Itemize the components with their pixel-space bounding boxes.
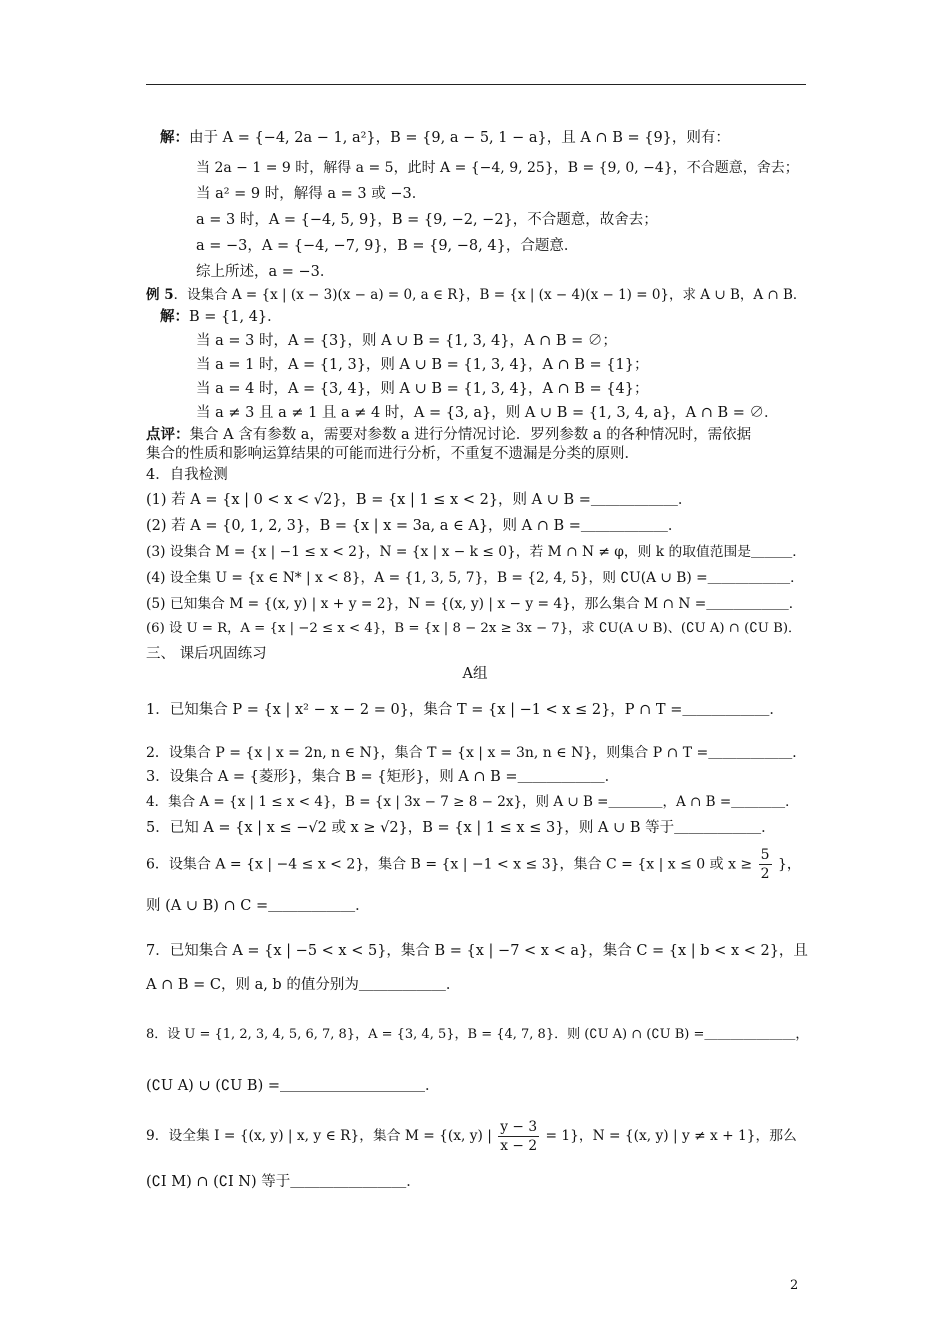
text-line: (1) 若 A = {x | 0 < x < √2}，B = {x | 1 ≤ x < 2}，则 A ∪ B =＿＿＿＿＿＿． bbox=[146, 492, 693, 508]
text-line: 综上所述，a = −3． bbox=[196, 264, 335, 280]
q6-text: 6．设集合 A = {x | −4 ≤ x < 2}，集合 B = {x | −1 < x ≤ 3}，集合 C = {x | x ≤ 0 或 x ≥ bbox=[146, 856, 753, 873]
text-line: (2) 若 A = {0, 1, 2, 3}，B = {x | x = 3a, a ∈ A}，则 A ∩ B =＿＿＿＿＿＿． bbox=[146, 518, 683, 534]
text-line: 当 a = 4 时，A = {3, 4}，则 A ∪ B = {1, 3, 4}，A ∩ B = {4}； bbox=[196, 381, 649, 397]
keyword: 点评： bbox=[146, 426, 190, 443]
q9-text-end: = 1}，N = {(x, y) | y ≠ x + 1}，那么 bbox=[545, 1128, 797, 1144]
text-line: (5) 已知集合 M = {(x, y) | x + y = 2}，N = {(x, y) | x − y = 4}，那么集合 M ∩ N =＿＿＿＿＿＿． bbox=[146, 596, 803, 612]
text-line: 8．设 U = {1, 2, 3, 4, 5, 6, 7, 8}，A = {3, 4, 5}，B = {4, 7, 8}．则 (∁U A) ∩ (∁U B) =＿＿＿＿＿＿＿， bbox=[146, 1027, 809, 1042]
question-9 bbox=[146, 1118, 797, 1155]
keyword: 解： bbox=[160, 308, 189, 325]
keyword: 例 5 bbox=[146, 287, 174, 303]
text-line: 2．设集合 P = {x | x = 2n, n ∈ N}，集合 T = {x | x = 3n, n ∈ N}，则集合 P ∩ T =＿＿＿＿＿＿． bbox=[146, 745, 807, 761]
text-line: (6) 设 U = R，A = {x | −2 ≤ x < 4}，B = {x | 8 − 2x ≥ 3x − 7}，求 ∁U(A ∪ B)、(∁U A) ∩ (∁U B)． bbox=[146, 621, 802, 636]
q9-fraction bbox=[498, 1118, 539, 1155]
text-line: 1．已知集合 P = {x | x² − x − 2 = 0}，集合 T = {x | −1 < x ≤ 2}，P ∩ T =＿＿＿＿＿＿． bbox=[146, 702, 784, 718]
text-line: 集合的性质和影响运算结果的可能而进行分析，不重复不遗漏是分类的原则． bbox=[146, 446, 639, 462]
q9-numerator: y − 3 bbox=[500, 1119, 538, 1135]
text-line: 4．自我检测 bbox=[146, 467, 228, 483]
q6-text-end: }， bbox=[777, 856, 801, 873]
text-line: 5．已知 A = {x | x ≤ −√2 或 x ≥ √2}，B = {x | 1 ≤ x ≤ 3}，则 A ∪ B 等于＿＿＿＿＿＿． bbox=[146, 820, 776, 836]
text-line: 当 a² = 9 时，解得 a = 3 或 −3． bbox=[196, 186, 427, 202]
q9-denominator: x − 2 bbox=[500, 1138, 538, 1154]
q6-denominator: 2 bbox=[760, 866, 770, 882]
text-line: 解：B = {1, 4}． bbox=[160, 308, 282, 325]
q6-fraction bbox=[759, 846, 772, 883]
text-line: (4) 设全集 U = {x ∈ N* | x < 8}，A = {1, 3, 5, 7}，B = {2, 4, 5}，则 ∁U(A ∪ B) =＿＿＿＿＿＿． bbox=[146, 570, 804, 586]
keyword: 解： bbox=[160, 129, 189, 146]
text-line: 当 2a − 1 = 9 时，解得 a = 5，此时 A = {−4, 9, 25}，B = {9, 0, −4}，不合题意，舍去； bbox=[196, 160, 799, 176]
q6-numerator: 5 bbox=[760, 847, 770, 863]
text-line: 当 a = 3 时，A = {3}，则 A ∪ B = {1, 3, 4}，A ∩ B = ∅； bbox=[196, 333, 617, 349]
text-line: 解：由于 A = {−4, 2a − 1, a²}，B = {9, a − 5, 1 − a}，且 A ∩ B = {9}，则有： bbox=[160, 129, 730, 146]
text-line: (∁I M) ∩ (∁I N) 等于＿＿＿＿＿＿＿＿． bbox=[146, 1174, 421, 1190]
text-line: 则 (A ∪ B) ∩ C =＿＿＿＿＿＿． bbox=[146, 898, 370, 914]
q9-text: 9．设全集 I = {(x, y) | x, y ∈ R}，集合 M = {(x, y) | bbox=[146, 1128, 492, 1144]
text-line: (∁U A) ∪ (∁U B) =＿＿＿＿＿＿＿＿＿＿． bbox=[146, 1078, 440, 1094]
text-line: 3．设集合 A = {菱形}，集合 B = {矩形}，则 A ∩ B =＿＿＿＿＿＿． bbox=[146, 769, 620, 785]
group-title: A组 bbox=[462, 666, 488, 682]
question-6 bbox=[146, 846, 801, 883]
text-line: 点评：集合 A 含有参数 a，需要对参数 a 进行分情况讨论．罗列参数 a 的各种情况时，需依据 bbox=[146, 426, 752, 443]
page-number: 2 bbox=[790, 1278, 799, 1293]
text-line: 三、 课后巩固练习 bbox=[146, 646, 267, 662]
text-line: 7．已知集合 A = {x | −5 < x < 5}，集合 B = {x | −7 < x < a}，集合 C = {x | b < x < 2}，且 bbox=[146, 943, 808, 959]
text-line: 4．集合 A = {x | 1 ≤ x < 4}，B = {x | 3x − 7 ≥ 8 − 2x}，则 A ∪ B =＿＿＿＿，A ∩ B =＿＿＿＿． bbox=[146, 794, 799, 810]
text-line: (3) 设集合 M = {x | −1 ≤ x < 2}，N = {x | x − k ≤ 0}，若 M ∩ N ≠ φ，则 k 的取值范围是＿＿＿． bbox=[146, 544, 806, 560]
header-rule bbox=[146, 84, 806, 85]
text-line: a = 3 时，A = {−4, 5, 9}，B = {9, −2, −2}，不合题意，故舍去； bbox=[196, 212, 658, 228]
text-line: a = −3，A = {−4, −7, 9}，B = {9, −8, 4}，合题意． bbox=[196, 238, 579, 254]
text-line: A ∩ B = C，则 a, b 的值分别为＿＿＿＿＿＿． bbox=[146, 977, 461, 993]
text-line: 当 a = 1 时，A = {1, 3}，则 A ∪ B = {1, 3, 4}，A ∩ B = {1}； bbox=[196, 357, 649, 373]
text-line: 例 5．设集合 A = {x | (x − 3)(x − a) = 0, a ∈ R}，B = {x | (x − 4)(x − 1) = 0}，求 A ∪ B，A ∩ B． bbox=[146, 287, 807, 303]
text-line: 当 a ≠ 3 且 a ≠ 1 且 a ≠ 4 时，A = {3, a}，则 A ∪ B = {1, 3, 4, a}，A ∩ B = ∅． bbox=[196, 405, 779, 421]
